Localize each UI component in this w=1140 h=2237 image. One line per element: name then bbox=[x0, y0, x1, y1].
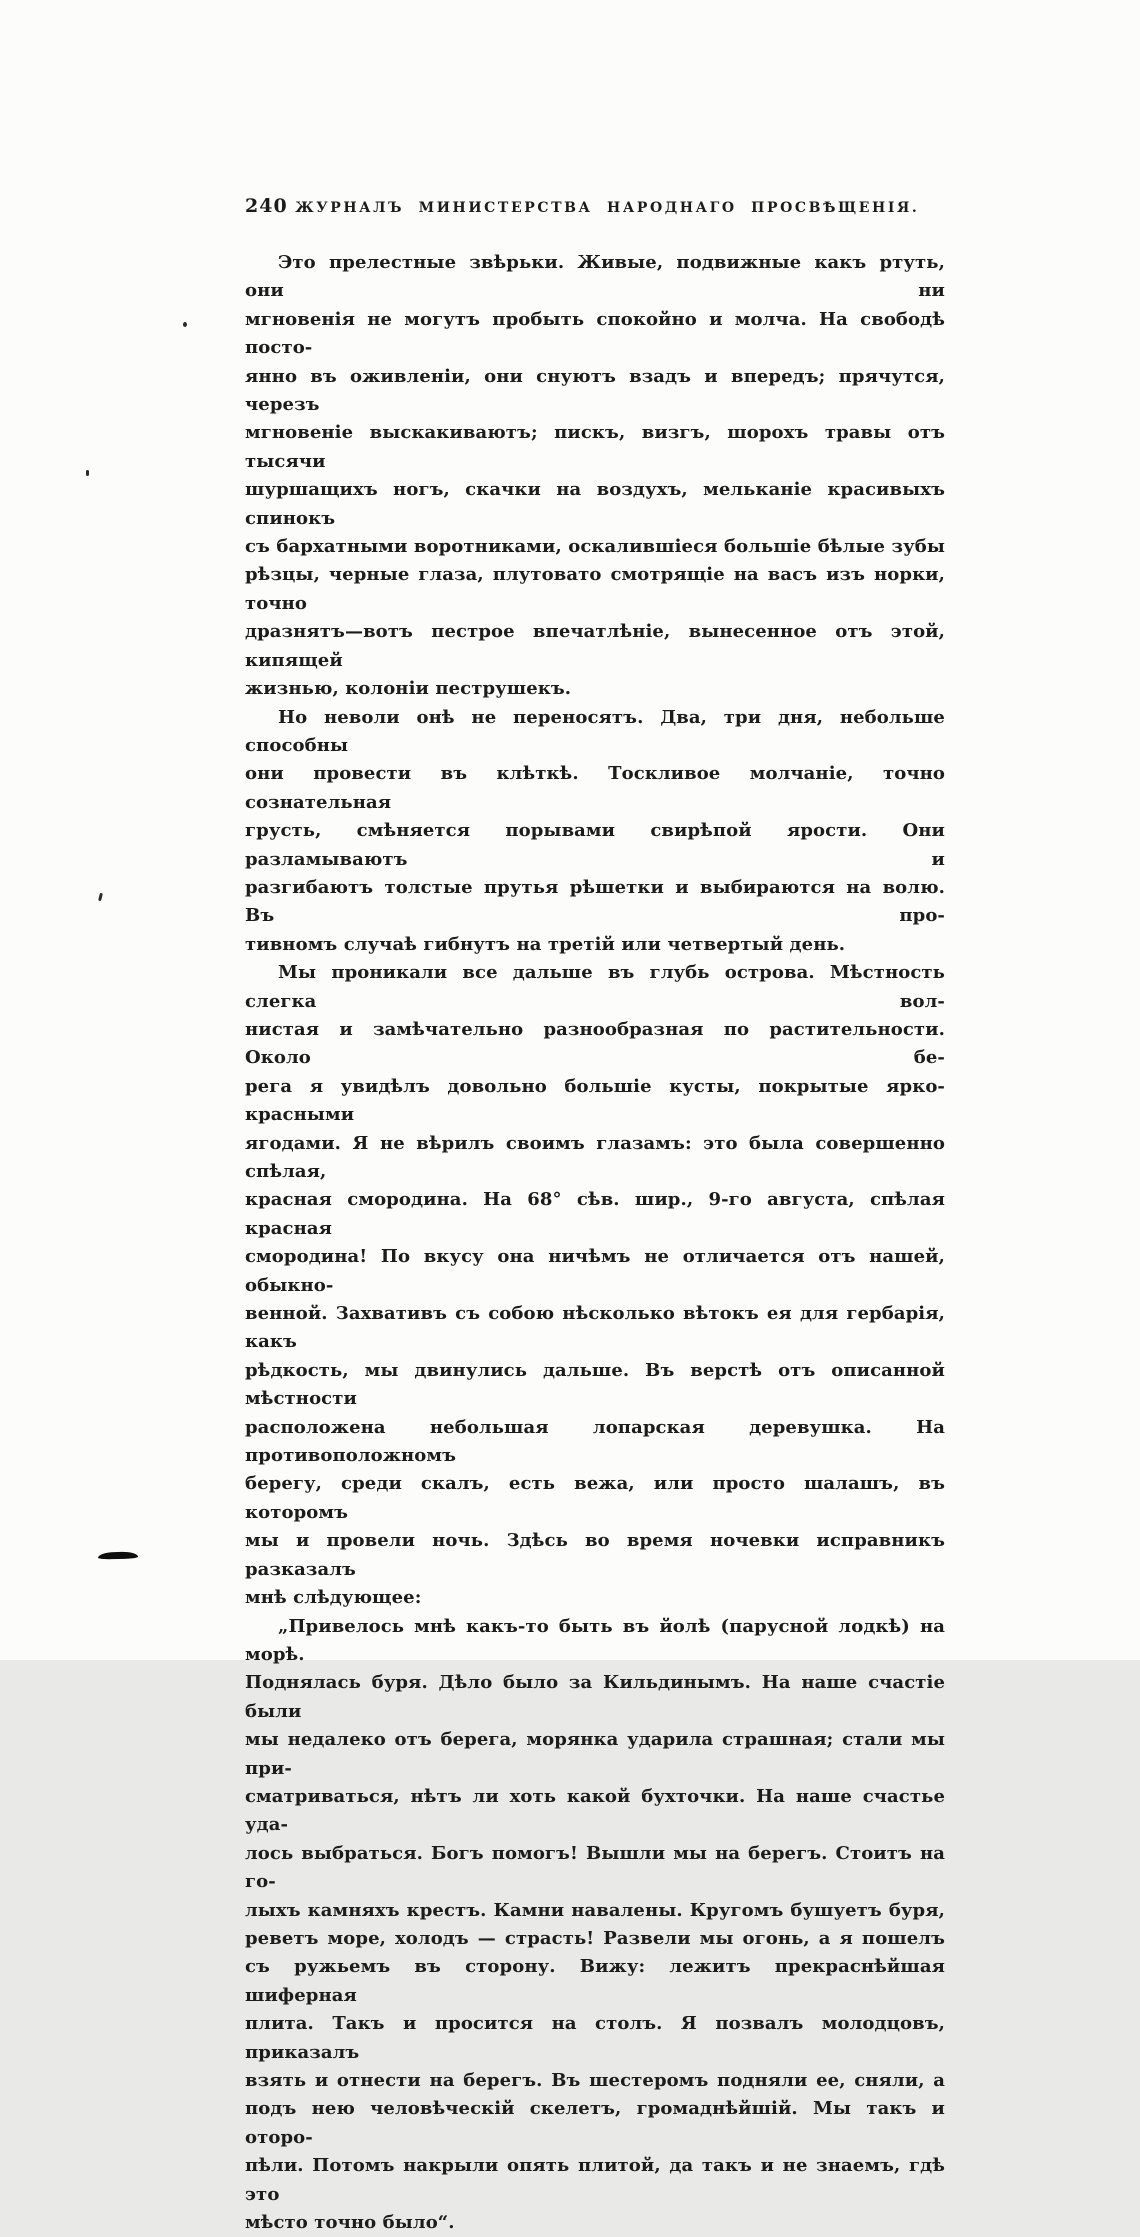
text-line: Поднялась буря. Дѣло было за Кильдинымъ. На наше счастіе были bbox=[245, 1669, 945, 1726]
paragraph bbox=[245, 1613, 945, 2237]
ink-speck bbox=[183, 322, 187, 327]
text-line: они провести въ клѣткѣ. Тоскливое молчаніе, точно сознательная bbox=[245, 760, 945, 817]
text-line: съ бархатными воротниками, оскалившіеся большіе бѣлые зубы bbox=[245, 533, 945, 561]
text-line: мы недалеко отъ берега, морянка ударила страшная; стали мы при- bbox=[245, 1726, 945, 1783]
text-line: лыхъ камняхъ крестъ. Камни навалены. Кругомъ бушуетъ буря, bbox=[245, 1897, 945, 1925]
journal-running-title: ЖУРНАЛЪ МИНИСТЕРСТВА НАРОДНАГО ПРОСВѢЩЕНІЯ. bbox=[288, 200, 945, 216]
text-line: „Привелось мнѣ какъ-то быть въ йолѣ (парусной лодкѣ) на морѣ. bbox=[245, 1613, 945, 1670]
text-line: сматриваться, нѣтъ ли хоть какой бухточки. На наше счастье уда- bbox=[245, 1783, 945, 1840]
text-line: мгновеніе выскакиваютъ; пискъ, визгъ, шорохъ травы отъ тысячи bbox=[245, 419, 945, 476]
text-line: подъ нею человѣческій скелетъ, громаднѣйшій. Мы такъ и оторо- bbox=[245, 2095, 945, 2152]
text-line: плита. Такъ и просится на столъ. Я позвалъ молодцовъ, приказалъ bbox=[245, 2010, 945, 2067]
text-line: рѣдкость, мы двинулись дальше. Въ верстѣ отъ описанной мѣстности bbox=[245, 1357, 945, 1414]
text-line: рега я увидѣлъ довольно большіе кусты, покрытые ярко-красными bbox=[245, 1073, 945, 1130]
text-line: мѣсто точно было“. bbox=[245, 2209, 945, 2237]
paragraph bbox=[245, 704, 945, 960]
text-line: жизнью, колоніи пеструшекъ. bbox=[245, 675, 945, 703]
text-line: Это прелестные звѣрьки. Живые, подвижные какъ ртуть, они ни bbox=[245, 249, 945, 306]
text-line: красная смородина. На 68° сѣв. шир., 9-го августа, спѣлая красная bbox=[245, 1186, 945, 1243]
text-line: венной. Захвативъ съ собою нѣсколько вѣтокъ ея для гербарія, какъ bbox=[245, 1300, 945, 1357]
text-line: Мы проникали все дальше въ глубь острова. Мѣстность слегка вол- bbox=[245, 959, 945, 1016]
text-line: грусть, смѣняется порывами свирѣпой ярости. Они разламываютъ и bbox=[245, 817, 945, 874]
text-line: тивномъ случаѣ гибнутъ на третій или четвертый день. bbox=[245, 931, 945, 959]
text-line: взять и отнести на берегъ. Въ шестеромъ подняли ее, сняли, а bbox=[245, 2067, 945, 2095]
text-line: дразнятъ—вотъ пестрое впечатлѣніе, вынесенное отъ этой, кипящей bbox=[245, 618, 945, 675]
text-line: мы и провели ночь. Здѣсь во время ночевки исправникъ разказалъ bbox=[245, 1527, 945, 1584]
ink-smudge bbox=[98, 1551, 138, 1559]
text-line: съ ружьемъ въ сторону. Вижу: лежитъ прекраснѣйшая шиферная bbox=[245, 1953, 945, 2010]
ink-speck bbox=[86, 470, 89, 476]
text-line: расположена небольшая лопарская деревушка. На противоположномъ bbox=[245, 1414, 945, 1471]
text-line: лось выбраться. Богъ помогъ! Вышли мы на берегъ. Стоитъ на го- bbox=[245, 1840, 945, 1897]
text-line: берегу, среди скалъ, есть вежа, или просто шалашъ, въ которомъ bbox=[245, 1470, 945, 1527]
page-number: 240 bbox=[245, 195, 288, 217]
running-head bbox=[245, 195, 945, 217]
body-text bbox=[245, 249, 945, 2237]
text-line: мнѣ слѣдующее: bbox=[245, 1584, 945, 1612]
text-line: шуршащихъ ногъ, скачки на воздухъ, мельканіе красивыхъ спинокъ bbox=[245, 476, 945, 533]
text-line: смородина! По вкусу она ничѣмъ не отличается отъ нашей, обыкно- bbox=[245, 1243, 945, 1300]
text-line: ягодами. Я не вѣрилъ своимъ глазамъ: это была совершенно спѣлая, bbox=[245, 1130, 945, 1187]
text-line: разгибаютъ толстые прутья рѣшетки и выбираются на волю. Въ про- bbox=[245, 874, 945, 931]
text-line: янно въ оживленіи, они снуютъ взадъ и впередъ; прячутся, черезъ bbox=[245, 363, 945, 420]
text-line: Но неволи онѣ не переносятъ. Два, три дня, небольше способны bbox=[245, 704, 945, 761]
text-line: нистая и замѣчательно разнообразная по растительности. Около бе- bbox=[245, 1016, 945, 1073]
text-line: мгновенія не могутъ пробыть спокойно и молча. На свободѣ посто- bbox=[245, 306, 945, 363]
ink-speck bbox=[98, 893, 103, 901]
text-line: пѣли. Потомъ накрыли опять плитой, да такъ и не знаемъ, гдѣ это bbox=[245, 2152, 945, 2209]
text-line: реветъ море, холодъ — страсть! Развели мы огонь, а я пошелъ bbox=[245, 1925, 945, 1953]
paragraph bbox=[245, 959, 945, 1612]
paragraph bbox=[245, 249, 945, 704]
text-line: рѣзцы, черные глаза, плутовато смотрящіе на васъ изъ норки, точно bbox=[245, 561, 945, 618]
